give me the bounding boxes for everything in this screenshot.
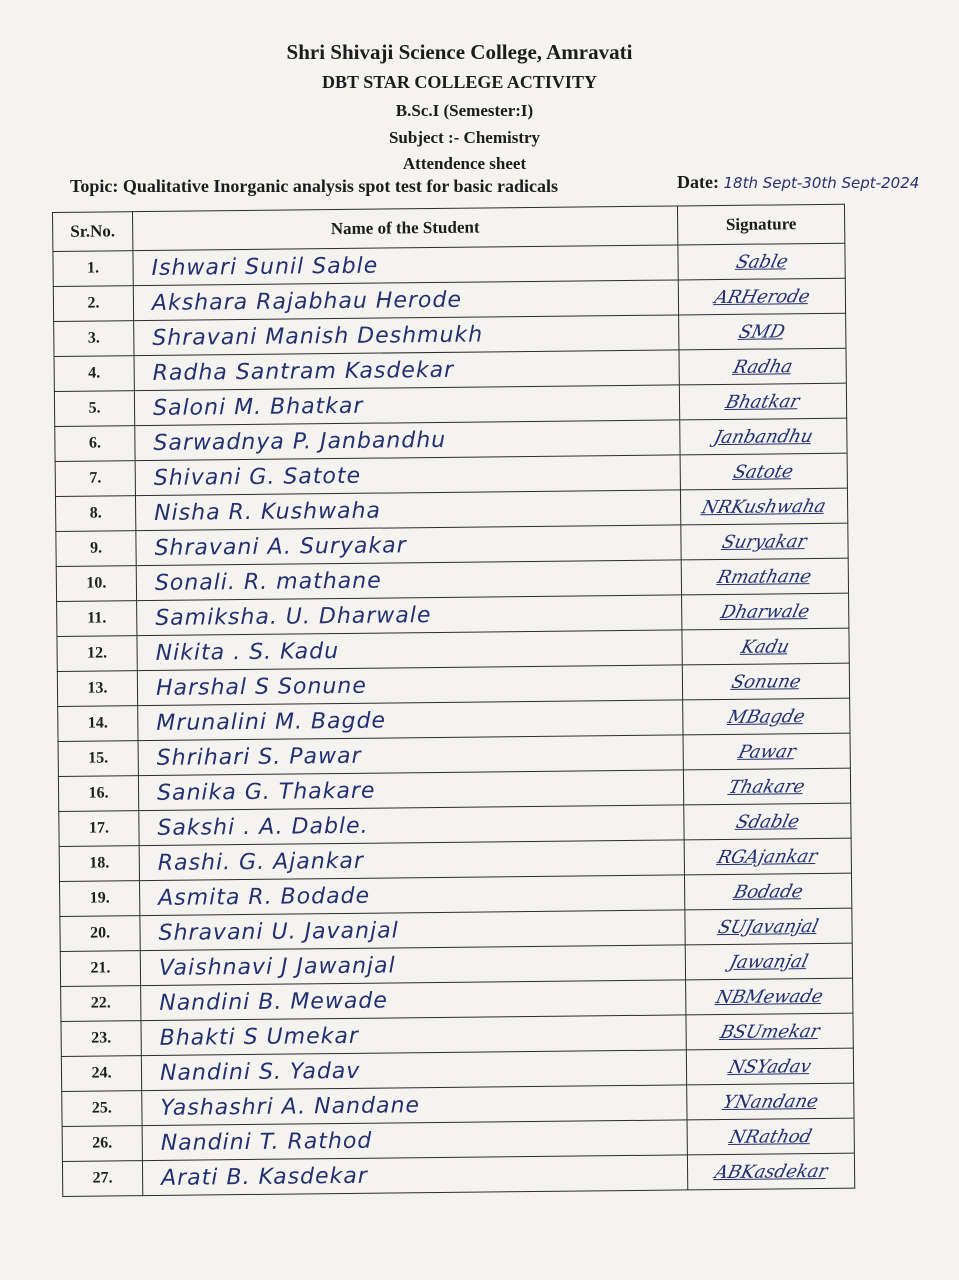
- signature-cell: [682, 593, 849, 630]
- student-name-cell: Shivani G. Satote: [135, 455, 680, 496]
- sr-no-cell: 2.: [53, 286, 133, 322]
- signature-cell: [679, 348, 846, 385]
- sr-no-cell: 17.: [59, 811, 139, 847]
- student-name-cell: Asmita R. Bodade: [140, 875, 685, 916]
- student-name-cell: Nisha R. Kushwaha: [135, 490, 680, 531]
- sr-no-cell: 1.: [53, 251, 133, 287]
- student-name-cell: Shravani A. Suryakar: [136, 525, 681, 566]
- signature: BSUmekar: [717, 1020, 822, 1043]
- signature: NRKushwaha: [699, 495, 829, 518]
- student-name-cell: Sanika G. Thakare: [138, 770, 683, 811]
- student-name-cell: Sarwadnya P. Janbandhu: [135, 420, 680, 461]
- sr-no-cell: 6.: [55, 426, 135, 462]
- student-name-cell: Vaishnavi J Jawanjal: [140, 945, 685, 986]
- sr-no-cell: 21.: [60, 951, 140, 987]
- signature: Janbandhu: [711, 425, 815, 448]
- date-label: Date:: [677, 172, 719, 192]
- sheet-title: Attendence sheet: [402, 154, 527, 173]
- table-body: [53, 243, 855, 1196]
- signature: Rmathane: [715, 565, 814, 588]
- signature: SMD: [737, 320, 788, 343]
- signature-cell: [686, 1013, 853, 1050]
- sr-no-cell: 24.: [61, 1056, 141, 1092]
- sr-no-cell: 10.: [56, 566, 136, 602]
- signature-cell: [686, 978, 853, 1015]
- signature-cell: [685, 943, 852, 980]
- sr-no-cell: 8.: [55, 496, 135, 532]
- sr-no-cell: 11.: [57, 601, 137, 637]
- signature-cell: [680, 488, 847, 525]
- sr-no-cell: 20.: [60, 916, 140, 952]
- sr-no-cell: 12.: [57, 636, 137, 672]
- sr-no-cell: 22.: [61, 986, 141, 1022]
- signature: Sonune: [729, 670, 803, 693]
- topic-line: Topic: Qualitative Inorganic analysis spot test for basic radicals: [70, 176, 559, 196]
- column-header-sr-no: Sr.No.: [53, 212, 133, 252]
- signature-cell: [687, 1118, 854, 1155]
- student-name-cell: Akshara Rajabhau Herode: [133, 280, 678, 321]
- student-name-cell: Shrihari S. Pawar: [138, 735, 683, 776]
- signature-cell: [687, 1153, 854, 1190]
- student-name-cell: Arati B. Kasdekar: [142, 1155, 687, 1196]
- student-name-cell: Sakshi . A. Dable.: [139, 805, 684, 846]
- signature: MBagde: [725, 705, 807, 728]
- signature-cell: [678, 278, 845, 315]
- signature: Sable: [733, 250, 790, 273]
- sr-no-cell: 4.: [54, 356, 134, 392]
- signature-cell: [683, 733, 850, 770]
- date-line: [677, 172, 919, 193]
- signature: YNandane: [720, 1090, 821, 1113]
- signature: Dharwale: [718, 600, 812, 623]
- sr-no-cell: 3.: [54, 321, 134, 357]
- student-name-cell: Harshal S Sonune: [137, 665, 682, 706]
- student-name-cell: Samiksha. U. Dharwale: [137, 595, 682, 636]
- student-name-cell: Nandini T. Rathod: [142, 1120, 687, 1161]
- sr-no-cell: 16.: [58, 776, 138, 812]
- activity-title: DBT STAR COLLEGE ACTIVITY: [322, 72, 597, 92]
- signature: RGAjankar: [715, 845, 820, 868]
- signature-cell: [682, 628, 849, 665]
- student-name-cell: Saloni M. Bhatkar: [134, 385, 679, 426]
- subject-line: Subject :- Chemistry: [388, 128, 541, 147]
- sr-no-cell: 14.: [58, 706, 138, 742]
- signature: Bodade: [731, 880, 805, 903]
- signature: ARHerode: [712, 285, 812, 308]
- signature-cell: [685, 908, 852, 945]
- student-name-cell: Ishwari Sunil Sable: [133, 245, 678, 286]
- column-header-signature: Signature: [677, 204, 844, 245]
- sr-no-cell: 18.: [59, 846, 139, 882]
- student-name-cell: Bhakti S Umekar: [141, 1015, 686, 1056]
- student-name-cell: Yashashri A. Nandane: [142, 1085, 687, 1126]
- sr-no-cell: 13.: [57, 671, 137, 707]
- date-value: 18th Sept-30th Sept-2024: [723, 174, 920, 192]
- signature: Radha: [730, 355, 795, 378]
- column-header-name: Name of the Student: [133, 206, 678, 251]
- sr-no-cell: 23.: [61, 1021, 141, 1057]
- signature: Thakare: [726, 775, 808, 798]
- signature: Satote: [731, 460, 796, 483]
- signature: Suryakar: [720, 530, 809, 553]
- student-name-cell: Shravani U. Javanjal: [140, 910, 685, 951]
- student-name-cell: Nikita . S. Kadu: [137, 630, 682, 671]
- student-name-cell: Sonali. R. mathane: [136, 560, 681, 601]
- attendance-table: [52, 204, 855, 1197]
- sr-no-cell: 26.: [62, 1126, 142, 1162]
- signature-cell: [686, 1048, 853, 1085]
- signature-cell: [679, 313, 846, 350]
- signature-cell: [684, 873, 851, 910]
- sr-no-cell: 7.: [55, 461, 135, 497]
- student-name-cell: Radha Santram Kasdekar: [134, 350, 679, 391]
- sr-no-cell: 25.: [62, 1091, 142, 1127]
- signature-cell: [684, 838, 851, 875]
- signature-cell: [683, 698, 850, 735]
- signature-cell: [679, 383, 846, 420]
- signature: Bhatkar: [724, 390, 803, 413]
- student-name-cell: Nandini B. Mewade: [141, 980, 686, 1021]
- sr-no-cell: 19.: [60, 881, 140, 917]
- signature-cell: [684, 803, 851, 840]
- signature-cell: [681, 558, 848, 595]
- student-name-cell: Shravani Manish Deshmukh: [134, 315, 679, 356]
- sr-no-cell: 5.: [54, 391, 134, 427]
- sr-no-cell: 15.: [58, 741, 138, 777]
- college-name: Shri Shivaji Science College, Amravati: [286, 40, 633, 64]
- sr-no-cell: 9.: [56, 531, 136, 567]
- signature: SUJavanjal: [716, 915, 821, 938]
- signature-cell: [682, 663, 849, 700]
- table-row: [62, 1153, 854, 1196]
- signature: NBMewade: [713, 985, 825, 1008]
- signature-cell: [680, 418, 847, 455]
- signature: Sdable: [733, 810, 802, 833]
- student-name-cell: Rashi. G. Ajankar: [139, 840, 684, 881]
- student-name-cell: Mrunalini M. Bagde: [138, 700, 683, 741]
- signature-cell: [683, 768, 850, 805]
- signature-cell: [681, 523, 848, 560]
- sr-no-cell: 27.: [62, 1161, 142, 1197]
- signature-cell: [680, 453, 847, 490]
- class-semester: B.Sc.I (Semester:I): [395, 101, 534, 120]
- signature-cell: [678, 243, 845, 280]
- signature-cell: [687, 1083, 854, 1120]
- signature: Pawar: [735, 740, 798, 763]
- signature: NRathod: [727, 1125, 815, 1148]
- signature: ABKasdekar: [712, 1160, 830, 1183]
- signature: Kadu: [739, 635, 792, 658]
- student-name-cell: Nandini S. Yadav: [141, 1050, 686, 1091]
- signature: NSYadav: [726, 1055, 814, 1078]
- signature: Jawanjal: [727, 950, 811, 973]
